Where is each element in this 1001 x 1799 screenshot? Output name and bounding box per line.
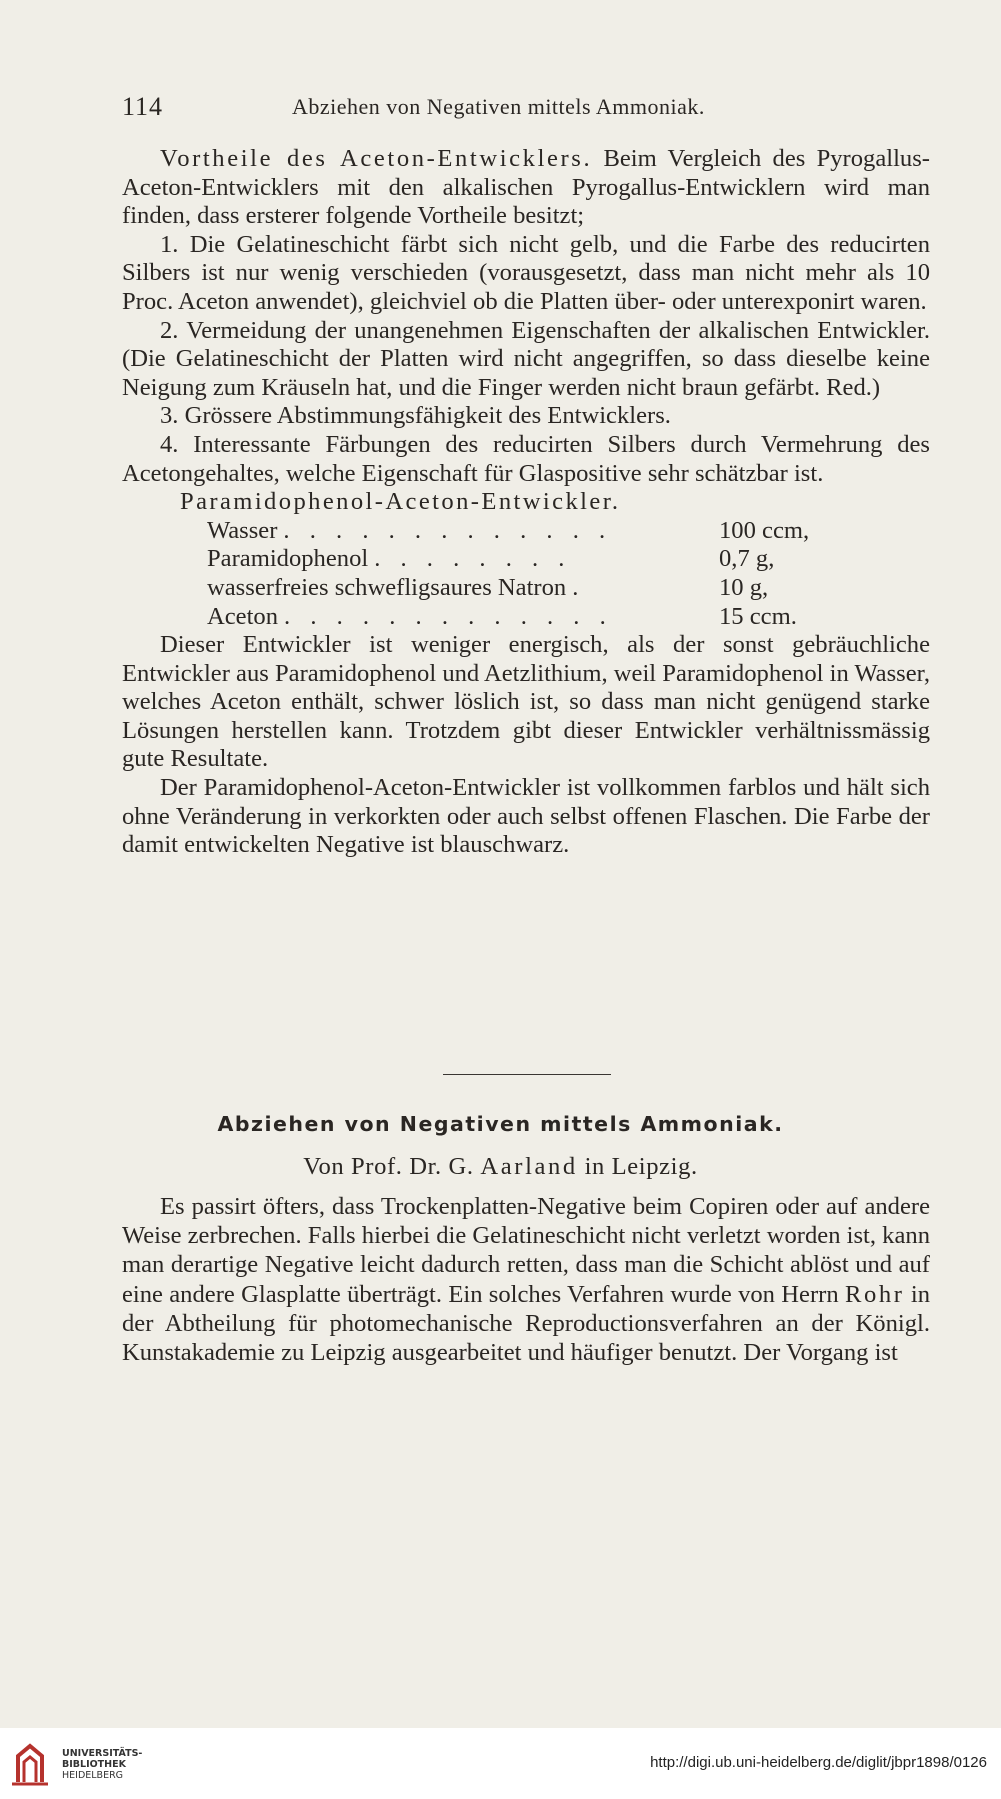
recipe-row: Wasser . . . . . . . . . . . . . 100 ccm, — [207, 516, 810, 544]
recipe-row: wasserfreies schwefligsaures Natron . 10 g, — [207, 573, 769, 601]
article-author: Von Prof. Dr. G. Aarland in Leipzig. — [303, 1153, 698, 1180]
recipe-table — [207, 517, 837, 631]
recipe-row: Paramidophenol . . . . . . . . 0,7 g, — [207, 545, 775, 573]
leader-dots: . — [572, 573, 586, 601]
article-title: Abziehen von Negativen mittels Ammoniak. — [217, 1112, 784, 1136]
article-text — [122, 1192, 930, 1367]
running-head: Abziehen von Negativen mittels Ammoniak. — [292, 94, 705, 119]
page-number: 114 — [122, 92, 164, 121]
main-text — [122, 145, 930, 860]
section-heading: Vortheile des Aceton-Entwicklers. — [160, 145, 593, 172]
person-name: Rohr — [844, 1280, 905, 1308]
recipe-title: Paramidophenol-Aceton-Entwickler. — [180, 488, 621, 516]
source-url-link[interactable]: http://digi.ub.uni-heidelberg.de/diglit/jbpr1898/0126 — [650, 1754, 987, 1771]
library-name: UNIVERSITÄTS- BIBLIOTHEK HEIDELBERG — [62, 1748, 143, 1781]
list-item: 3. Grössere Abstimmungsfähigkeit des Entwicklers. — [160, 402, 671, 430]
recipe-row: Aceton . . . . . . . . . . . . . 15 ccm. — [207, 602, 797, 630]
list-item: 4. Interessante Färbungen des reducirten Silbers durch Vermehrung des Acetongehaltes, welche Eigenschaft für Glaspositive sehr schätzbar ist. — [122, 430, 930, 487]
list-item: 2. Vermeidung der unangenehmen Eigenschaften der alkalischen Entwickler. (Die Gelatineschicht der Platten wird nicht angegriffen, so dass dieselbe keine Neigung zum Kräuseln hat, und die Finger werden nicht braun gefärbt. Red.) — [122, 316, 930, 401]
leader-dots: . . . . . . . . . . . . . — [284, 602, 613, 630]
leader-dots: . . . . . . . . — [374, 545, 572, 573]
leader-dots: . . . . . . . . . . . . . — [283, 516, 613, 544]
page-header — [122, 92, 931, 126]
section-divider — [443, 1074, 611, 1075]
paragraph: Der Paramidophenol-Aceton-Entwickler ist vollkommen farblos und hält sich ohne Veränderung in verkorkten oder auch selbst offenen Flaschen. Die Farbe der damit entwickelten Negative ist blauschwarz. — [122, 774, 930, 859]
heidelberg-library-logo-icon — [10, 1738, 52, 1788]
list-item: 1. Die Gelatineschicht färbt sich nicht gelb, und die Farbe des reducirten Silbers ist nur wenig verschieden (vorausgesetzt, dass man nicht mehr als 10 Proc. Aceton anwendet), gleichviel ob die Platten über- oder unterexponirt waren. — [122, 230, 930, 315]
paragraph: Es passirt öfters, dass Trockenplatten-Negative beim Copiren oder auf andere Weise zerbrechen. Falls hierbei die Gelatineschicht nicht verletzt worden ist, kann man derartige Negative leicht dadurch retten, dass man die Schicht ablöst und auf eine andere Glasplatte überträgt. Ein solches Verfahren wurde von Herrn Rohr in der Abtheilung für photomechanische Reproductionsverfahren an der Königl. Kunstakademie zu Leipzig ausgearbeitet und häufiger benutzt. Der Vorgang ist — [122, 1193, 930, 1367]
footer-bar — [0, 1728, 1001, 1799]
paragraph: Vortheile des Aceton-Entwicklers. Beim Vergleich des Pyrogallus-Aceton-Entwicklers mit den alkalischen Pyrogallus-Entwicklern wird man finden, dass ersterer folgende Vortheile besitzt; — [122, 145, 930, 230]
author-name: Aarland — [480, 1153, 578, 1180]
paragraph: Dieser Entwickler ist weniger energisch, als der sonst gebräuchliche Entwickler aus Paramidophenol und Aetzlithium, weil Paramidophenol in Wasser, welches Aceton enthält, schwer löslich ist, so dass man nicht genügend starke Lösungen herstellen kann. Trotzdem gibt dieser Entwickler verhältnissmässig gute Resultate. — [122, 631, 931, 773]
